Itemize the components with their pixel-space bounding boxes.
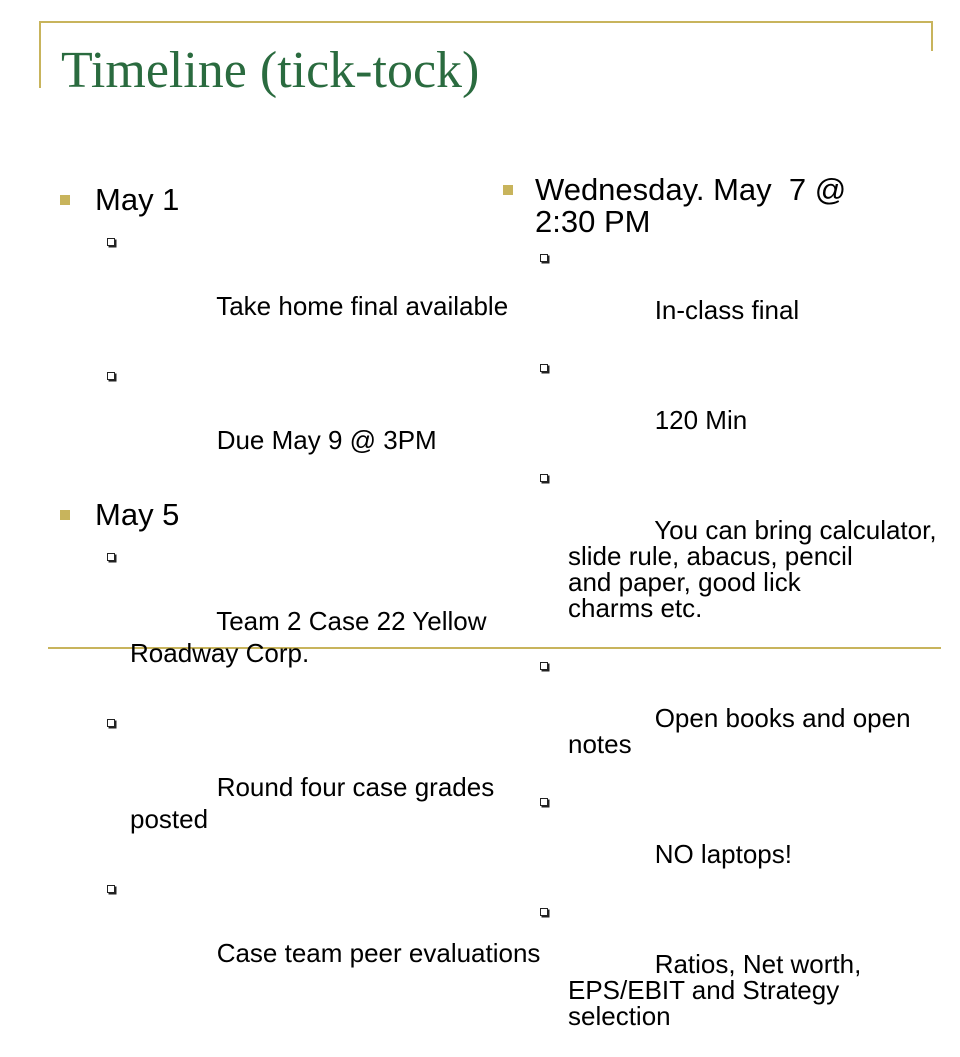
square-bullet-icon: [503, 185, 513, 195]
square-bullet-icon: [60, 510, 70, 520]
sub-bullet-text: 120 Min: [654, 405, 748, 435]
frame-top-rule: [40, 21, 933, 23]
sub-bullet-item: [95, 707, 495, 867]
right-column: [500, 172, 937, 1055]
sub-bullet-list: [535, 245, 937, 1055]
bullet-label: May 1: [95, 182, 180, 217]
sub-bullet-item: [95, 541, 487, 701]
sub-bullet-text: Ratios, Net worth, EPS/EBIT and Strategy selection: [568, 949, 862, 1031]
sub-bullet-text: You can bring calculator, slide rule, abacus, pencil and paper, good lick charms etc.: [568, 515, 937, 623]
bullet-list: [58, 182, 541, 1001]
hollow-square-bullet-icon: [107, 238, 115, 246]
hollow-square-bullet-icon: [540, 254, 548, 262]
square-bullet-icon: [60, 195, 70, 205]
hollow-square-bullet-icon: [540, 474, 548, 482]
hollow-square-bullet-icon: [107, 372, 115, 380]
sub-bullet-text: NO laptops!: [654, 839, 792, 869]
sub-bullet-text: Due May 9 @ 3PM: [216, 425, 437, 455]
hollow-square-bullet-icon: [540, 364, 548, 372]
sub-bullet-text: Take home final available: [216, 291, 509, 321]
sub-bullet-list: [95, 226, 509, 488]
sub-bullet-text: Open books and open notes: [568, 703, 911, 759]
sub-bullet-text: Team 2 Case 22 Yellow Roadway Corp.: [130, 606, 487, 668]
left-column: [58, 182, 541, 1001]
sub-bullet-item: [535, 789, 930, 893]
slide-title: Timeline (tick-tock): [61, 42, 480, 99]
hollow-square-bullet-icon: [540, 798, 548, 806]
bullet-item-may-5: [58, 497, 541, 1001]
sub-bullet-text: In-class final: [654, 295, 800, 325]
bullet-label: Wednesday. May 7 @ 2:30 PM: [535, 172, 847, 239]
sub-bullet-text: Case team peer evaluations: [216, 938, 541, 968]
frame-left-rule: [39, 21, 41, 88]
hollow-square-bullet-icon: [107, 719, 115, 727]
hollow-square-bullet-icon: [107, 885, 115, 893]
sub-bullet-item: [535, 653, 930, 783]
bullet-label: May 5: [95, 497, 180, 532]
sub-bullet-item: [95, 226, 509, 354]
bullet-item-wednesday-may-7: [500, 172, 937, 1055]
sub-bullet-text: Round four case grades posted: [130, 772, 495, 834]
hollow-square-bullet-icon: [540, 662, 548, 670]
hollow-square-bullet-icon: [107, 553, 115, 561]
sub-bullet-item: [95, 360, 478, 488]
bullet-list: [500, 172, 937, 1055]
sub-bullet-item: [535, 245, 930, 349]
bullet-item-may-1: [58, 182, 509, 488]
sub-bullet-item: [95, 873, 541, 1001]
sub-bullet-list: [95, 541, 541, 1001]
hollow-square-bullet-icon: [540, 908, 548, 916]
sub-bullet-item: [535, 355, 930, 459]
frame-right-rule: [931, 21, 933, 51]
sub-bullet-item: [535, 899, 930, 1055]
sub-bullet-item: [535, 465, 937, 647]
